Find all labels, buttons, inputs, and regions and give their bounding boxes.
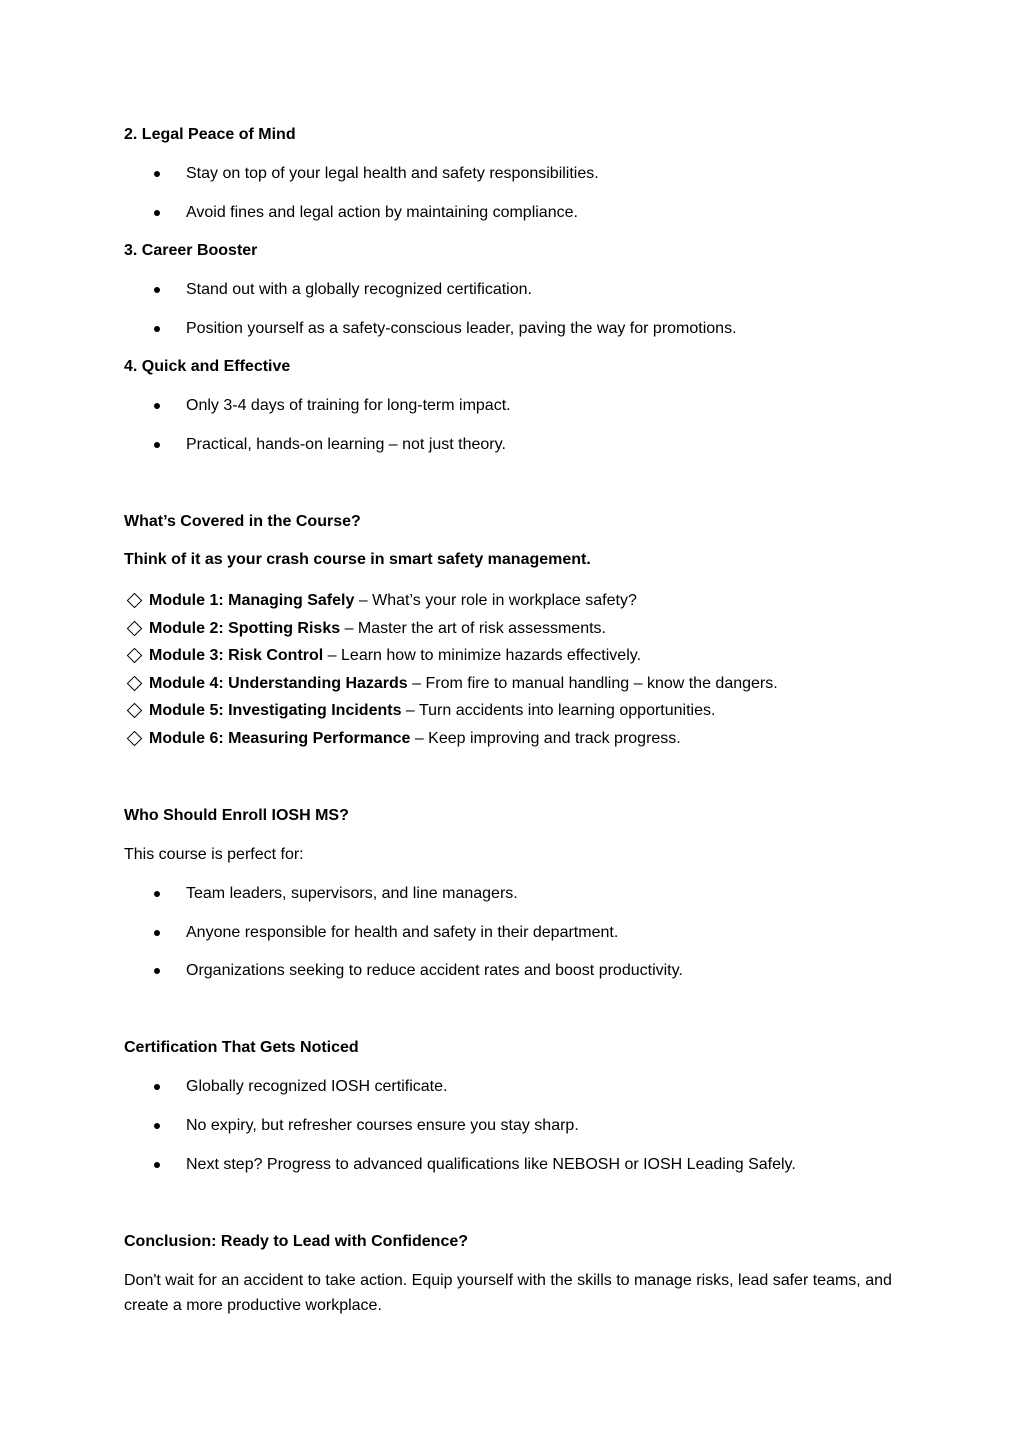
bullet-icon [154, 891, 160, 897]
bullet-icon [154, 930, 160, 936]
module-item-6 [124, 729, 681, 749]
list-item: Stay on top of your legal health and safety responsibilities. [186, 165, 599, 182]
bullet-icon [154, 1123, 160, 1129]
module-item-3 [124, 646, 641, 666]
subheading-crash-course: Think of it as your crash course in smart safety management. [124, 551, 591, 568]
list-item: Anyone responsible for health and safety in their department. [186, 924, 619, 941]
module-desc: – What’s your role in workplace safety? [354, 592, 637, 609]
module-item-4 [124, 674, 778, 694]
list-item: Practical, hands-on learning – not just theory. [186, 436, 506, 453]
module-item-1 [124, 591, 637, 611]
list-item: Position yourself as a safety-conscious leader, paving the way for promotions. [186, 320, 737, 337]
module-desc: – Keep improving and track progress. [410, 730, 681, 747]
module-title: Module 4: Understanding Hazards [149, 675, 408, 692]
module-title: Module 5: Investigating Incidents [149, 702, 402, 719]
diamond-icon [127, 675, 143, 691]
list-item: Globally recognized IOSH certificate. [186, 1078, 448, 1095]
conclusion-paragraph: Don't wait for an accident to take action. Equip yourself with the skills to manage risks, lead safer teams, and create a more productive workplace. [124, 1272, 892, 1314]
list-item: Team leaders, supervisors, and line managers. [186, 885, 518, 902]
heading-whats-covered: What’s Covered in the Course? [124, 513, 361, 530]
bullet-icon [154, 210, 160, 216]
diamond-icon [127, 592, 143, 608]
bullet-icon [154, 1084, 160, 1090]
bullet-icon [154, 968, 160, 974]
module-desc: – From fire to manual handling – know the dangers. [407, 675, 778, 692]
diamond-icon [127, 620, 143, 636]
module-title: Module 6: Measuring Performance [149, 730, 411, 747]
module-title: Module 3: Risk Control [149, 647, 324, 664]
bullet-icon [154, 171, 160, 177]
list-item: Only 3-4 days of training for long-term impact. [186, 397, 511, 414]
bullet-icon [154, 442, 160, 448]
list-item: No expiry, but refresher courses ensure you stay sharp. [186, 1117, 579, 1134]
module-item-5 [124, 701, 715, 721]
module-desc: – Master the art of risk assessments. [340, 620, 606, 637]
list-item: Next step? Progress to advanced qualifications like NEBOSH or IOSH Leading Safely. [186, 1156, 796, 1173]
heading-conclusion: Conclusion: Ready to Lead with Confidence? [124, 1233, 469, 1250]
bullet-icon [154, 326, 160, 332]
module-desc: – Learn how to minimize hazards effectively. [323, 647, 642, 664]
heading-who-should-enroll: Who Should Enroll IOSH MS? [124, 807, 349, 824]
heading-career-booster: 3. Career Booster [124, 242, 258, 259]
diamond-icon [127, 647, 143, 663]
module-desc: – Turn accidents into learning opportunities. [401, 702, 716, 719]
bullet-icon [154, 403, 160, 409]
list-item: Organizations seeking to reduce accident rates and boost productivity. [186, 962, 683, 979]
bullet-icon [154, 287, 160, 293]
list-item: Avoid fines and legal action by maintaining compliance. [186, 204, 578, 221]
module-title: Module 1: Managing Safely [149, 592, 355, 609]
heading-certification: Certification That Gets Noticed [124, 1039, 359, 1056]
enroll-intro: This course is perfect for: [124, 846, 304, 863]
bullet-icon [154, 1162, 160, 1168]
list-item: Stand out with a globally recognized certification. [186, 281, 532, 298]
diamond-icon [127, 730, 143, 746]
heading-quick-effective: 4. Quick and Effective [124, 358, 291, 375]
diamond-icon [127, 702, 143, 718]
module-item-2 [124, 619, 606, 639]
heading-legal-peace: 2. Legal Peace of Mind [124, 126, 296, 143]
module-title: Module 2: Spotting Risks [149, 620, 341, 637]
